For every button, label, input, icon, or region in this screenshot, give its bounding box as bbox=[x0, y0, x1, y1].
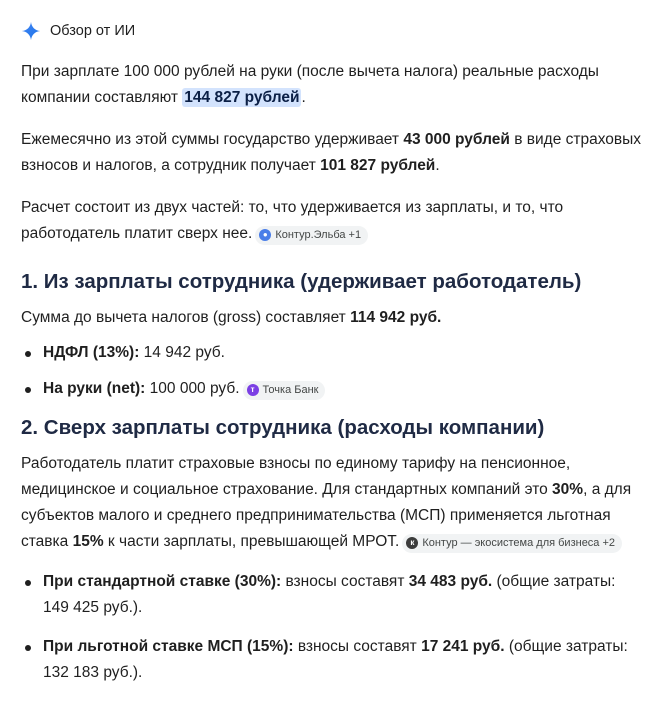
list-item-total: (общие затраты: 149 425 руб.). bbox=[43, 573, 616, 616]
summary-paragraph bbox=[21, 59, 642, 111]
tochka-bank-icon: т bbox=[247, 384, 259, 396]
source-chip-kontur-elba[interactable] bbox=[255, 226, 368, 245]
monthly-text-3: . bbox=[435, 157, 440, 174]
source-chip-kontur[interactable] bbox=[402, 534, 622, 553]
sparkle-icon bbox=[21, 21, 41, 41]
list-item-text: взносы составят bbox=[293, 638, 422, 655]
contributions-paragraph bbox=[21, 451, 642, 555]
list-item-reduced-rate bbox=[21, 634, 642, 686]
list-item-label: При стандартной ставке (30%): bbox=[43, 573, 282, 590]
list-item-label: НДФЛ (13%): bbox=[43, 344, 140, 361]
list-item-label: При льготной ставке МСП (15%): bbox=[43, 638, 294, 655]
section-1-heading: 1. Из зарплаты сотрудника (удерживает работодатель) bbox=[21, 270, 582, 293]
source-chip-tochka-bank[interactable] bbox=[243, 381, 326, 400]
contributions-text-3: к части зарплаты, превышающей МРОТ. bbox=[103, 533, 400, 550]
ai-overview-title: Обзор от ИИ bbox=[50, 23, 136, 39]
source-chip-label: Точка Банк bbox=[262, 384, 319, 396]
structure-text: Расчет состоит из двух частей: то, что удерживается из зарплаты, и то, что работодатель платит сверх нее. bbox=[21, 199, 564, 242]
list-item-ndfl bbox=[21, 340, 642, 366]
withheld-amount: 43 000 рублей bbox=[403, 131, 510, 148]
received-amount: 101 827 рублей bbox=[320, 157, 436, 174]
summary-text: При зарплате 100 000 рублей на руки (после вычета налога) реальные расходы компании составляют bbox=[21, 63, 599, 106]
list-item-total: (общие затраты: 132 183 руб.). bbox=[43, 638, 628, 681]
structure-paragraph bbox=[21, 195, 642, 247]
reduced-rate: 15% bbox=[72, 533, 104, 550]
section-2-heading: 2. Сверх зарплаты сотрудника (расходы компании) bbox=[21, 416, 545, 439]
gross-amount: 114 942 руб. bbox=[350, 309, 442, 326]
list-item-text: 14 942 руб. bbox=[139, 344, 225, 361]
highlighted-total: 144 827 рублей bbox=[184, 89, 300, 106]
kontur-icon: к bbox=[406, 537, 418, 549]
source-chip-label: Контур — экосистема для бизнеса +2 bbox=[422, 537, 616, 549]
section-2-list bbox=[21, 569, 642, 686]
kontur-elba-icon: ● bbox=[259, 229, 271, 241]
contributions-text-1: Работодатель платит страховые взносы по единому тарифу на пенсионное, медицинское и социальное страхование. Для стандартных компаний это bbox=[21, 455, 571, 498]
contributions-text-2: , а для субъектов малого и среднего предпринимательства (МСП) применяется льготная ставка bbox=[21, 481, 632, 550]
list-item-label: На руки (net): bbox=[43, 380, 146, 397]
list-item-text: взносы составят bbox=[281, 573, 409, 590]
list-item-amount: 34 483 руб. bbox=[408, 573, 493, 590]
ai-overview-header bbox=[21, 16, 642, 46]
monthly-paragraph bbox=[21, 127, 642, 179]
ai-overview bbox=[0, 16, 664, 686]
gross-paragraph bbox=[21, 305, 642, 331]
list-item-standard-rate bbox=[21, 569, 642, 621]
section-1-list bbox=[21, 340, 642, 402]
monthly-text-2: в виде страховых взносов и налогов, а сотрудник получает bbox=[21, 131, 642, 174]
list-item-net bbox=[21, 376, 642, 402]
gross-text: Сумма до вычета налогов (gross) составляет bbox=[21, 309, 351, 326]
summary-text-end: . bbox=[301, 89, 306, 106]
list-item-amount: 17 241 руб. bbox=[421, 638, 505, 655]
source-chip-label: Контур.Эльба +1 bbox=[275, 229, 362, 241]
standard-rate: 30% bbox=[552, 481, 584, 498]
list-item-text: 100 000 руб. bbox=[145, 380, 240, 397]
monthly-text-1: Ежемесячно из этой суммы государство удерживает bbox=[21, 131, 404, 148]
